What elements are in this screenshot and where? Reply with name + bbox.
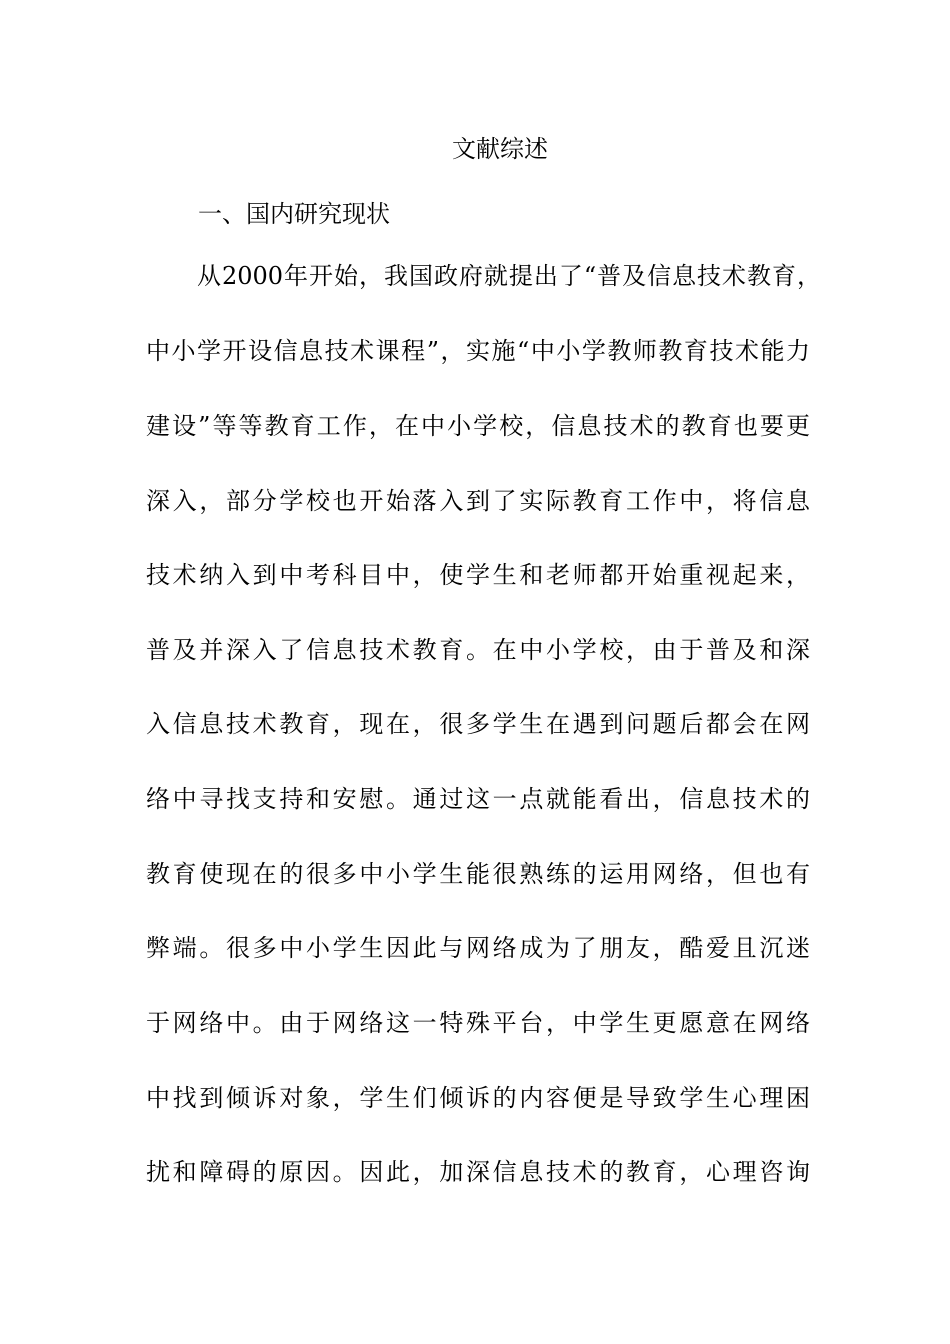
paragraph-line: 扰和障碍的原因。因此，加深信息技术的教育，心理咨询: [146, 1158, 810, 1186]
paragraph-line: 教育使现在的很多中小学生能很熟练的运用网络，但也有: [146, 860, 810, 888]
paragraph-line: 络中寻找支持和安慰。通过这一点就能看出，信息技术的: [146, 785, 810, 813]
paragraph-line: 深入，部分学校也开始落入到了实际教育工作中，将信息: [146, 487, 810, 515]
paragraph-line: 中小学开设信息技术课程”，实施“中小学教师教育技术能力: [146, 337, 810, 365]
paragraph-line: 入信息技术教育，现在，很多学生在遇到问题后都会在网: [146, 710, 810, 738]
paragraph-line: 普及并深入了信息技术教育。在中小学校，由于普及和深: [146, 636, 810, 664]
paragraph-line: 中找到倾诉对象，学生们倾诉的内容便是导致学生心理困: [146, 1084, 810, 1112]
paragraph-line: 从2000年开始，我国政府就提出了“普及信息技术教育，: [197, 262, 821, 290]
paragraph-line: 弊端。很多中小学生因此与网络成为了朋友，酷爱且沉迷: [146, 934, 810, 962]
paragraph-line: 技术纳入到中考科目中，使学生和老师都开始重视起来，: [146, 561, 810, 589]
document-title: 文献综述: [452, 135, 548, 163]
paragraph-line: 于网络中。由于网络这一特殊平台，中学生更愿意在网络: [146, 1009, 810, 1037]
paragraph-line: 建设”等等教育工作，在中小学校，信息技术的教育也要更: [146, 412, 810, 440]
section-heading: 一、国内研究现状: [198, 200, 390, 228]
